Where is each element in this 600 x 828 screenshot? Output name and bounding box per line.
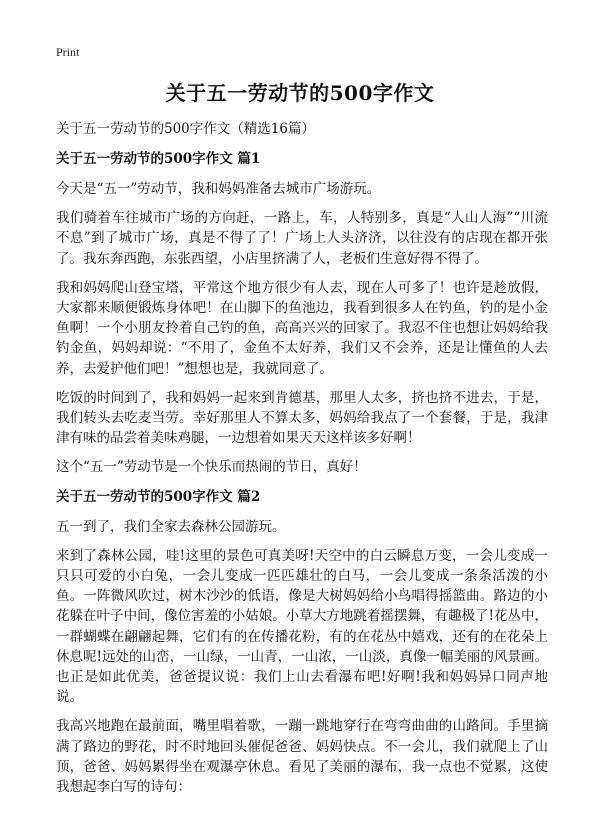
print-label[interactable]: Print: [56, 45, 80, 59]
paragraph: 我高兴地跑在最前面，嘴里唱着歌，一蹦一跳地穿行在弯弯曲曲的山路间。手里摘满了路边的野花，时不时地回头催促爸爸、妈妈快点。不一会儿，我们就爬上了山顶，爸爸、妈妈累得坐在观瀑亭休息。看见了美丽的瀑布，我一点也不觉累，这使我想起李白写的诗句：: [56, 718, 548, 796]
paragraph: 吃饭的时间到了，我和妈妈一起来到肯德基，那里人太多，挤也挤不进去，于是，我们转头去吃麦当劳。幸好那里人不算太多，妈妈给我点了一个套餐，于是，我津津有味的品尝着美味鸡腿，一边想着如果天天这样该多好啊！: [56, 389, 548, 447]
document-title: 关于五一劳动节的500字作文: [165, 81, 435, 105]
paragraph: 五一到了，我们全家去森林公园游玩。: [56, 518, 286, 535]
paragraph: 我们骑着车往城市广场的方向赶，一路上，车，人特别多，真是“人山人海”“川流不息”到了城市广场，真是不得了了！广场上人头济济，以往没有的店现在都开张了。我东奔西跑，东张西望，小店里挤满了人，老板们生意好得不得了。: [56, 210, 548, 267]
section-heading: 关于五一劳动节的500字作文 篇2: [56, 488, 261, 505]
paragraph: 我和妈妈爬山登宝塔，平常这个地方很少有人去，现在人可多了！也许是趁放假，大家都来顺便锻炼身体吧！在山脚下的鱼池边，我看到很多人在钓鱼，钓的是小金鱼啊！一个小朋友拎着自己钓的鱼，高高兴兴的回家了。我忍不住也想让妈妈给我钓金鱼，妈妈却说：“不用了，金鱼不太好养，我们又不会养，还是让懂鱼的人去养，去爱护他们吧！”想想也是，我就同意了。: [56, 279, 548, 377]
section-heading: 关于五一劳动节的500字作文 篇1: [56, 151, 261, 167]
paragraph: 来到了森林公园，哇!这里的景色可真美呀!天空中的白云瞬息万变，一会儿变成一只只可爱的小白兔，一会儿变成一匹匹雄壮的白马，一会儿变成一条条活泼的小鱼。一阵微风吹过，树木沙沙的低语，像是大树妈妈给小鸟唱得摇篮曲。路边的小花躲在叶子中间，像位害羞的小姑娘。小草大方地跳着摇摆舞，有趣极了!花丛中，一群蝴蝶在翩翩起舞，它们有的在传播花粉，有的在花丛中嬉戏，还有的在花朵上休息呢!远处的山峦，一山绿，一山青，一山浓，一山淡，真像一幅美丽的风景画。也正是如此优美，爸爸提议说：我们上山去看瀑布吧!好啊!我和妈妈异口同声地说。: [56, 547, 548, 706]
paragraph: 这个“五一”劳动节是一个快乐而热闹的节日，真好！: [56, 459, 367, 476]
document-subtitle: 关于五一劳动节的500字作文（精选16篇）: [56, 121, 315, 137]
paragraph: 今天是“五一”劳动节，我和妈妈准备去城市广场游玩。: [56, 181, 381, 197]
document-body: [56, 119, 548, 806]
